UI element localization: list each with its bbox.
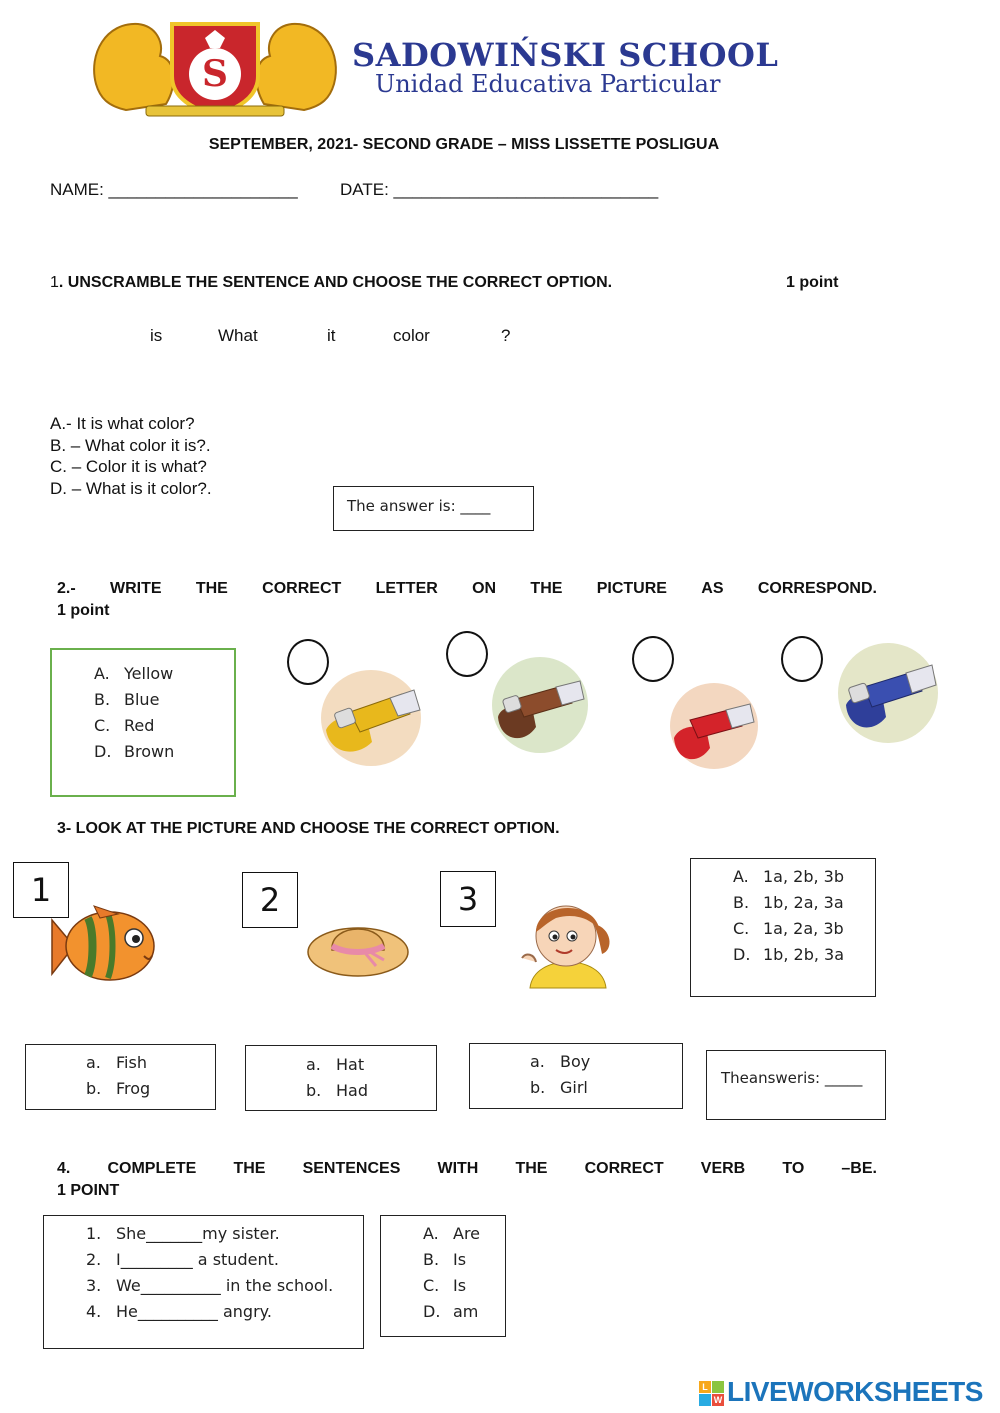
paint-tube-picture-brown <box>490 655 590 760</box>
q2-title-word: THE <box>530 580 563 597</box>
q3-choices-picture-2: a. Hat b. Had <box>245 1045 437 1111</box>
girl-picture <box>516 892 620 997</box>
name-field[interactable]: NAME: ____________________ <box>50 180 298 199</box>
q1-word-1: is <box>150 326 163 345</box>
q4-title-word: THE <box>233 1160 266 1177</box>
q4-title-word: –BE. <box>841 1160 877 1177</box>
liveworksheets-brand[interactable]: LIVEWORKSHEETS <box>727 1376 983 1407</box>
hat-picture <box>306 908 410 985</box>
q2-title-word: THE <box>195 580 228 597</box>
q2-answer-circle-2[interactable] <box>446 631 488 677</box>
q1-option-d: D. – What is it color?. <box>50 478 212 498</box>
q1-title <box>50 274 612 292</box>
q1-answer-box[interactable] <box>333 486 534 531</box>
paint-tube-picture-blue <box>836 641 940 750</box>
q2-answer-circle-3[interactable] <box>632 636 674 682</box>
q4-title-word: SENTENCES <box>302 1160 401 1177</box>
q4-title-word: TO <box>782 1160 805 1177</box>
q4-verbs-box: A. Are B. Is C. Is D. am <box>380 1215 506 1337</box>
school-crest <box>86 14 344 118</box>
q4-title-word: THE <box>515 1160 548 1177</box>
paint-tube-picture-red <box>668 682 760 775</box>
picture-number-2: 2 <box>242 872 298 928</box>
school-subtitle: Unidad Educativa Particular <box>375 70 721 98</box>
q4-sentences-box: 1. She_______my sister. 2. I_________ a student. 3. We__________ in the school. 4. He__________ angry. <box>43 1215 364 1349</box>
q2-title-word: CORRECT <box>262 580 342 597</box>
date-field[interactable]: DATE: ____________________________ <box>340 180 659 199</box>
q2-title-word: ON <box>472 580 497 597</box>
q1-title-text: . UNSCRAMBLE THE SENTENCE AND CHOOSE THE CORRECT OPTION. <box>58 274 613 291</box>
q4-title-word: CORRECT <box>584 1160 664 1177</box>
q2-title-word: PICTURE <box>596 580 667 597</box>
q1-number: 1 <box>50 274 59 291</box>
q1-word-2: What <box>218 326 258 345</box>
q1-options <box>50 413 212 499</box>
q1-option-a: A.- It is what color? <box>50 414 195 433</box>
q2-title-word: 2.- <box>57 580 76 597</box>
q3-choices-picture-1: a. Fish b. Frog <box>25 1044 216 1110</box>
paint-tube-picture-yellow <box>316 668 426 773</box>
picture-number-3: 3 <box>440 871 496 927</box>
picture-number-1: 1 <box>13 862 69 918</box>
q2-options-box: A. Yellow B. Blue C. Red D. Brown <box>50 648 236 797</box>
exam-title: SEPTEMBER, 2021- SECOND GRADE – MISS LISSETTE POSLIGUA <box>208 136 720 153</box>
q3-answer-options-box: A. 1a, 2b, 3b B. 1b, 2a, 3a C. 1a, 2a, 3b D. 1b, 2b, 3a <box>690 858 876 997</box>
q1-word-5: ? <box>501 326 511 345</box>
q1-option-b: B. – What color it is?. <box>50 435 211 455</box>
q2-title-word: WRITE <box>109 580 162 597</box>
q3-title: 3- LOOK AT THE PICTURE AND CHOOSE THE CORRECT OPTION. <box>57 820 560 837</box>
q2-title-word: CORRESPOND. <box>757 580 877 597</box>
q1-answer-label: The answer is: ____ <box>347 497 491 515</box>
q2-points: 1 point <box>57 602 110 619</box>
q4-title-word: 4. <box>57 1160 71 1177</box>
q1-word-3: it <box>327 326 336 345</box>
q1-points: 1 point <box>786 274 839 291</box>
q4-title-word: WITH <box>437 1160 479 1177</box>
q3-choices-picture-3: a. Boy b. Girl <box>469 1043 683 1109</box>
liveworksheets-logo-icon: L W <box>699 1381 725 1407</box>
q1-option-c: C. – Color it is what? <box>50 457 207 476</box>
q2-title-word: AS <box>701 580 724 597</box>
q3-answer-label: Theansweris: _____ <box>721 1069 863 1087</box>
q2-title <box>57 580 877 598</box>
svg-text:S: S <box>202 53 228 95</box>
q4-title-word: COMPLETE <box>107 1160 197 1177</box>
q4-points: 1 POINT <box>57 1182 120 1199</box>
fish-picture <box>48 900 160 999</box>
q4-title-word: VERB <box>700 1160 746 1177</box>
q2-answer-circle-4[interactable] <box>781 636 823 682</box>
school-name: SADOWIŃSKI SCHOOL <box>352 36 779 74</box>
q2-title-word: LETTER <box>375 580 438 597</box>
q4-title <box>57 1160 877 1178</box>
q3-answer-box[interactable] <box>706 1050 886 1120</box>
q1-word-4: color <box>393 326 430 345</box>
